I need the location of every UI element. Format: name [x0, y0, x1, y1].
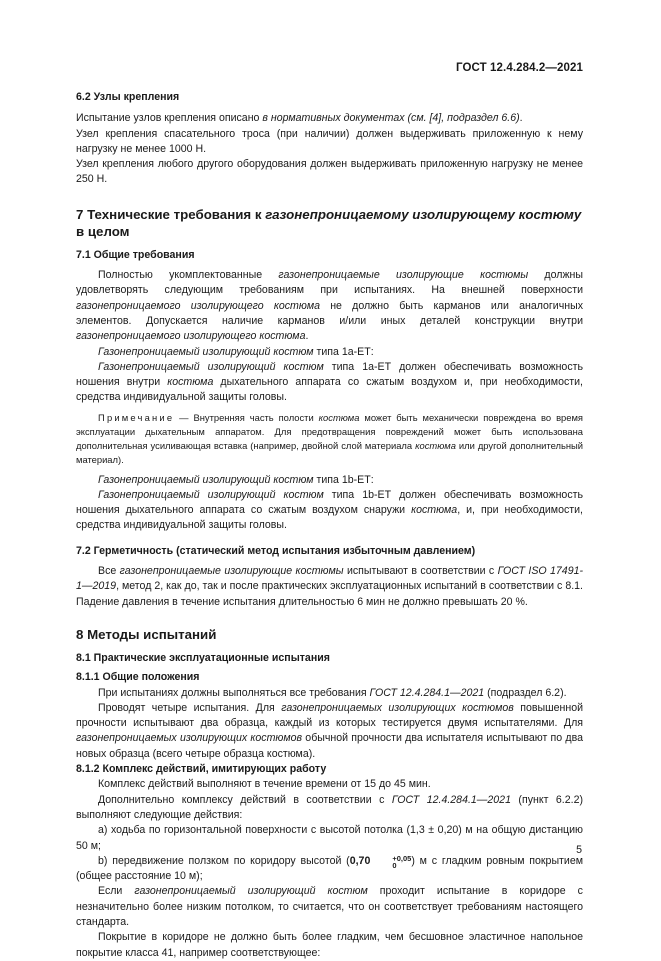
section-6-2-heading: 6.2 Узлы крепления: [76, 91, 180, 103]
s812-paragraph-4: Покрытие в коридоре не должно быть более гладким, чем бесшовное эластичное напольное покрытие класса 41, например соответствующее:: [76, 931, 583, 959]
text: При испытаниях должны выполняться все требования: [98, 686, 370, 699]
text-italic: в нормативных документах (см. [4], подраздел 6.6): [262, 112, 520, 125]
text: b) передвижение ползком по коридору высотой (: [98, 854, 350, 867]
section-7-1-heading: 7.1 Общие требования: [76, 248, 195, 261]
text-italic: ГОСТ 12.4.284.1—2021: [369, 686, 485, 699]
tolerance: [370, 855, 411, 869]
text-italic: газонепроницаемого изолирующего костюма: [76, 299, 320, 312]
text-italic: газонепроницаемому изолирующему костюму: [265, 206, 582, 222]
s72-paragraph-1: [54, 564, 583, 610]
page-content: [76, 90, 583, 961]
text: , метод 2, как до, так и после практических эксплуатационных испытаний в соответствии с 8.1. Падение давления в течение испытания длительностью 6 мин не должно превышать 20 %.: [76, 580, 583, 608]
text-italic: газонепроницаемые изолирующие костюмы: [278, 269, 529, 282]
text-italic: ГОСТ 12.4.284.1—2021: [391, 793, 511, 806]
text-italic: костюма: [411, 504, 458, 517]
text: , и, при необходимости, средства индивидуальной защиты головы.: [76, 504, 583, 532]
text: ) м с гладким ровным покрытием (общее расстояние 10 м);: [76, 854, 584, 883]
text: или другой дополнительный материал).: [76, 440, 583, 466]
section-7-heading: [76, 206, 583, 240]
s71-note: [54, 411, 583, 468]
text: обычной прочности два испытателя испытывают по два новых образца (всего четыре образца костюма).: [76, 732, 583, 760]
text: должны удовлетворять следующим требованиям при испытаниях. На внешней поверхности: [76, 269, 583, 297]
text-italic: газонепроницаемых изолирующих костюмов: [281, 701, 514, 714]
text-italic: ГОСТ ISO 17491-1—2019: [76, 565, 584, 593]
s71-paragraph-4: [54, 473, 583, 488]
text: .: [305, 330, 309, 343]
text-italic: костюма: [167, 376, 214, 389]
section-8-1-heading: 8.1 Практические эксплуатационные испытания: [76, 651, 330, 664]
s812-item-a: а) ходьба по горизонтальной поверхности с высотой потолка (1,3 ± 0,20) м на общую дистанцию 50 м;: [76, 824, 583, 852]
text-italic: газонепроницаемые изолирующие костюмы: [119, 565, 344, 578]
text-italic: Газонепроницаемый изолирующий костюм: [98, 360, 324, 373]
section-7-2-heading: 7.2 Герметичность (статический метод испытания избыточным давлением): [76, 544, 476, 557]
text: Дополнительно комплексу действий в соответствии с: [98, 793, 392, 806]
text: испытывают в соответствии с: [343, 565, 498, 578]
text: может быть механически повреждена во время эксплуатации дыхательным аппаратом. Для предотвращения повреждений может быть использована дополнительная усиливающая вставка (например, двойной слой материала: [76, 411, 583, 452]
text-italic: Газонепроницаемый изолирующий костюм: [98, 345, 314, 358]
text-italic: газонепроницаемый изолирующий костюм: [134, 885, 368, 898]
s62-paragraph-1: [54, 111, 583, 126]
s62-paragraph-3: Узел крепления любого другого оборудования должен выдерживать приложенную нагрузку не менее 250 Н.: [76, 158, 583, 186]
s71-paragraph-3: [54, 360, 583, 406]
tolerance-lower: 0: [392, 860, 397, 870]
tolerance-upper: +0,05: [392, 853, 412, 863]
s71-paragraph-5: [54, 488, 583, 534]
s812-paragraph-3: [54, 884, 583, 930]
section-8-heading: 8 Методы испытаний: [76, 626, 217, 642]
note-label: Примечание: [98, 411, 175, 423]
s71-paragraph-2: [54, 345, 583, 360]
text: Если: [98, 885, 135, 898]
text: типа 1b-ЕТ:: [313, 473, 374, 486]
text: (подраздел 6.2).: [484, 686, 567, 699]
section-8-1-1-heading: 8.1.1 Общие положения: [76, 671, 200, 684]
s812-paragraph-1: Комплекс действий выполняют в течение времени от 15 до 45 мин.: [98, 778, 431, 791]
text: 7 Технические требования к: [76, 206, 266, 222]
text: типа 1а-ЕТ:: [313, 345, 374, 358]
s811-paragraph-2: [54, 701, 583, 762]
standard-header: ГОСТ 12.4.284.2—2021: [456, 62, 583, 74]
height-value: 0,70: [349, 854, 371, 867]
s812-item-b: [54, 854, 583, 885]
page-number: 5: [576, 844, 582, 856]
text: повышенной прочности испытывают два образца, каждый из которых тестируется двумя испытателями. Для: [76, 701, 583, 730]
text-italic: Газонепроницаемый изолирующий костюм: [98, 473, 314, 486]
s71-paragraph-1: [54, 268, 583, 344]
text: типа 1а-ЕТ должен обеспечивать возможность ношения внутри: [76, 360, 583, 389]
s811-paragraph-1: [54, 686, 583, 701]
text-italic: газонепроницаемых изолирующих костюмов: [76, 732, 303, 745]
text: дыхательного аппарата со сжатым воздухом и, при необходимости, средства индивидуальной защиты головы.: [76, 376, 583, 404]
text: — Внутренняя часть полости: [174, 411, 319, 423]
text: (пункт 6.2.2) выполняют следующие действия:: [76, 793, 583, 821]
s812-paragraph-2: [54, 793, 583, 824]
section-8-1-2-heading: 8.1.2 Комплекс действий, имитирующих работу: [76, 763, 327, 776]
text: в целом: [76, 223, 130, 239]
text: .: [519, 112, 523, 125]
text: типа 1b-ЕТ должен обеспечивать возможность ношения дыхательного аппарата со сжатым воздухом снаружи: [76, 488, 583, 517]
text-italic: костюма: [415, 440, 456, 452]
text: Проводят четыре испытания. Для: [98, 701, 282, 714]
text-italic: костюма: [318, 411, 360, 423]
text: не должно быть карманов или аналогичных элементов. Допускается наличие карманов и/или иных деталей конструкции внутри: [76, 299, 583, 327]
text: Испытание узлов крепления описано: [76, 112, 263, 125]
text-italic: газонепроницаемого изолирующего костюма: [76, 330, 306, 343]
text: Все: [98, 565, 120, 578]
text: Полностью укомплектованные: [98, 269, 279, 282]
text: проходит испытание в коридоре с незначительно более низким потолком, то считается, что он соответствует требованиям настоящего стандарта.: [76, 885, 583, 928]
s62-paragraph-2: Узел крепления спасательного троса (при наличии) должен выдерживать приложенную к нему нагрузку не менее 1000 Н.: [76, 127, 583, 155]
text-italic: Газонепроницаемый изолирующий костюм: [98, 488, 324, 501]
